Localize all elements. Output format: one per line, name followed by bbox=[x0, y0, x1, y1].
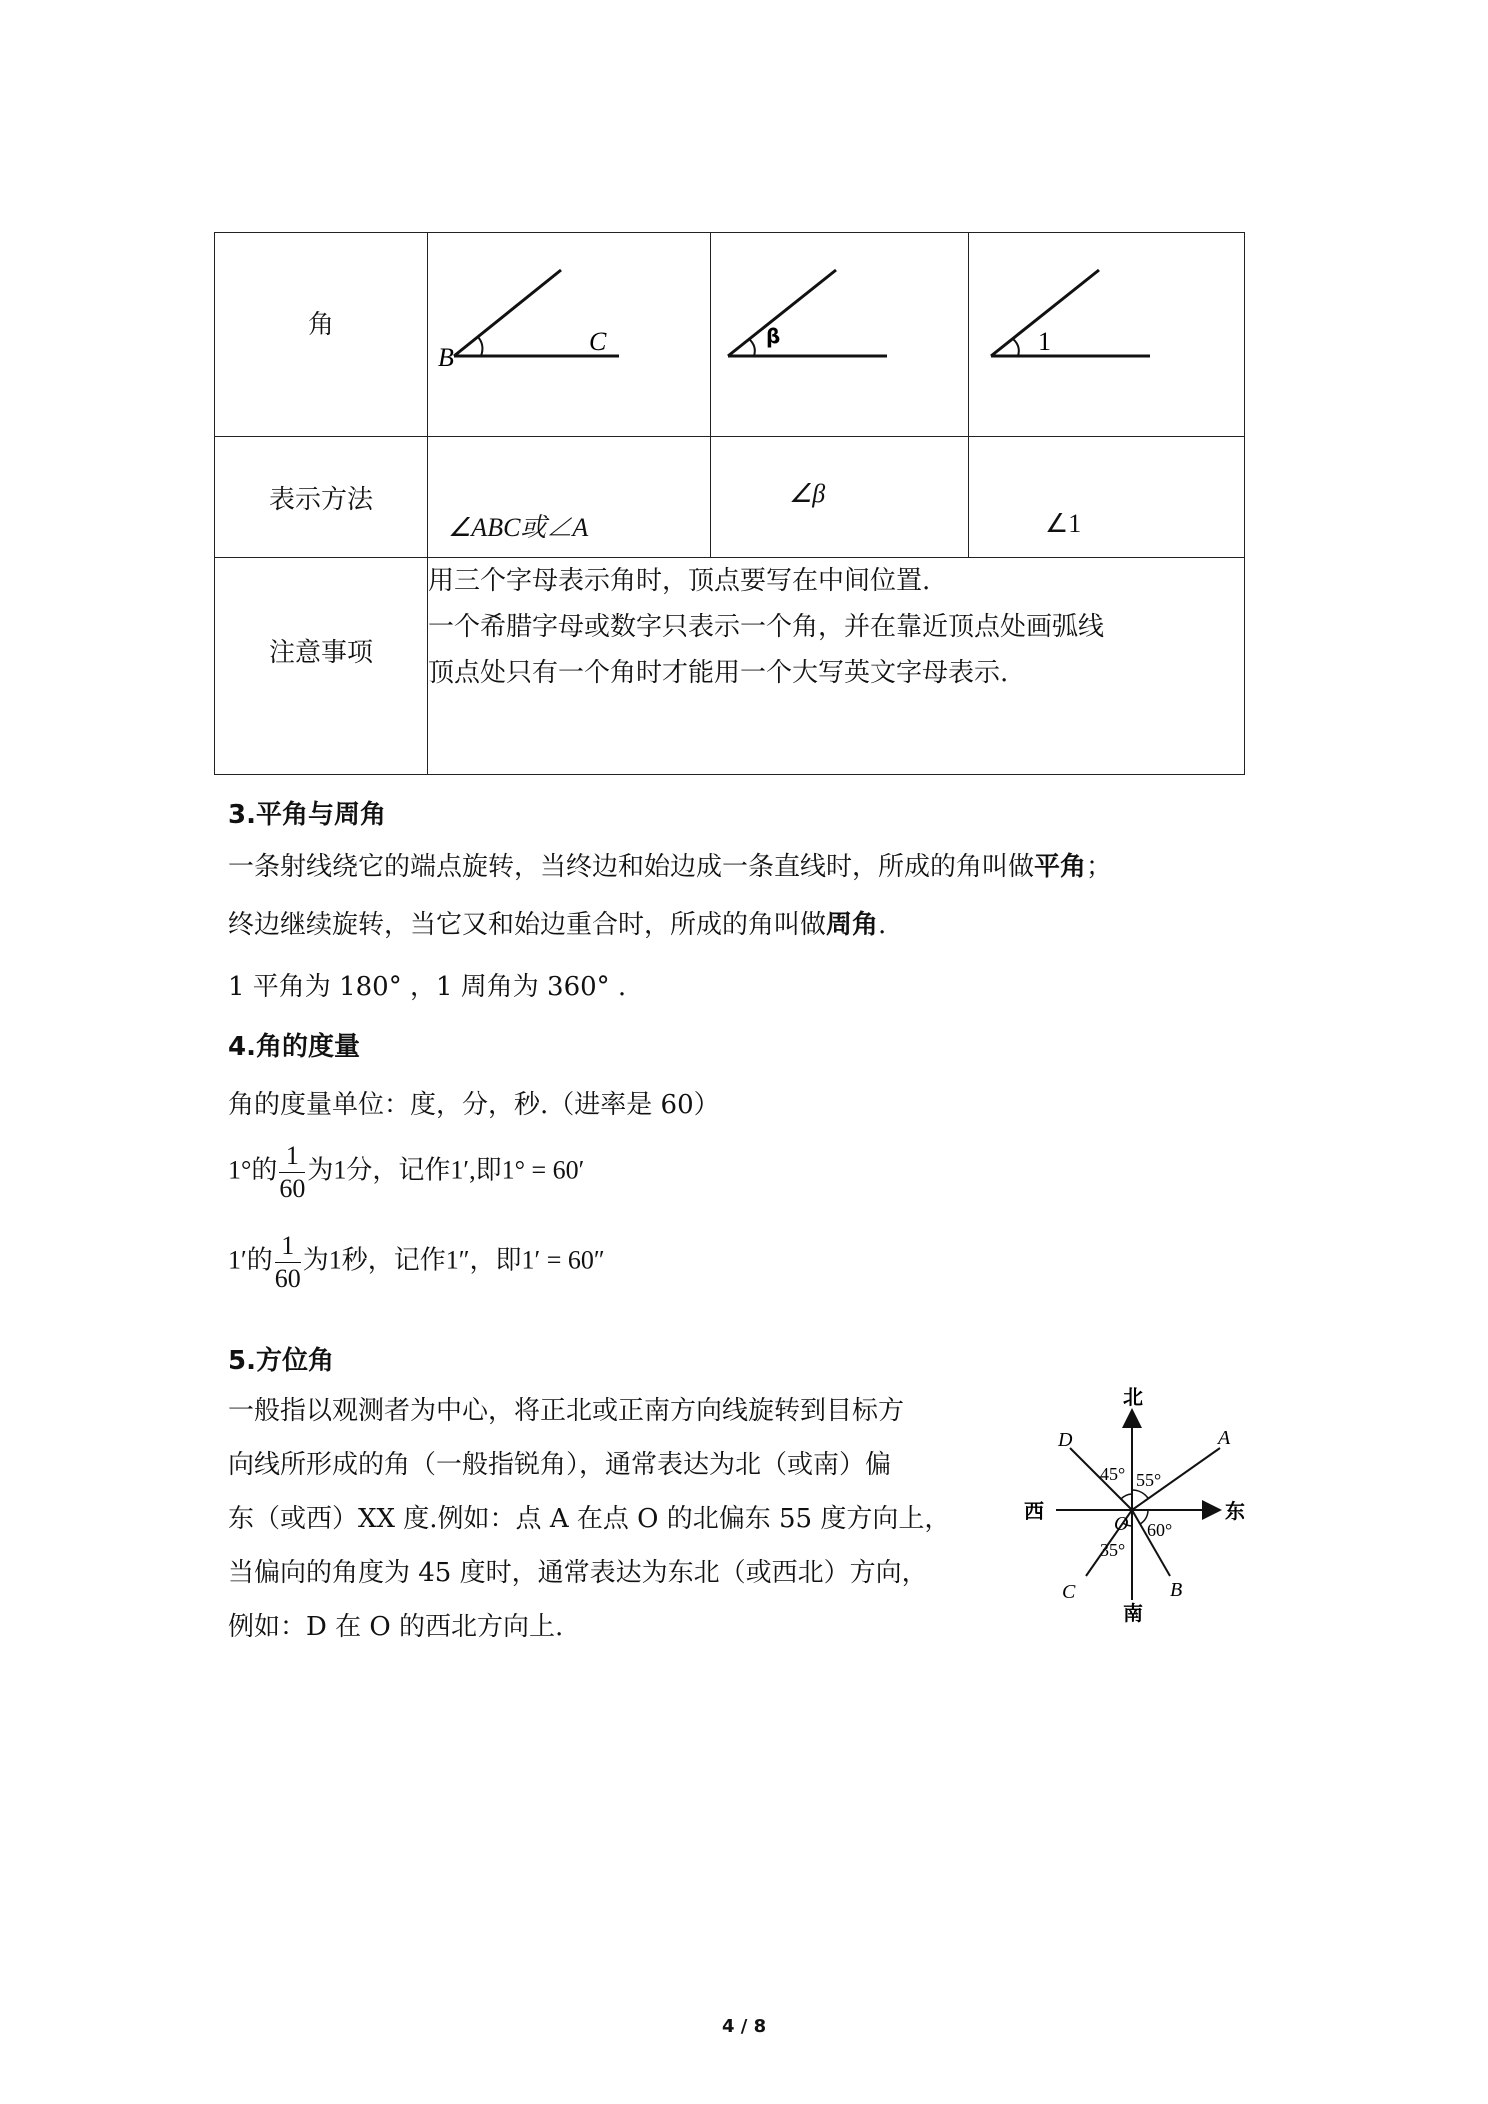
fraction-denominator: 60 bbox=[274, 1264, 301, 1293]
angle-label-beta: β bbox=[766, 324, 781, 348]
fraction-numerator: 1 bbox=[275, 1230, 301, 1263]
formula-pre: 1°的 bbox=[228, 1155, 278, 1185]
row-header bbox=[215, 233, 428, 437]
compass-point-c: C bbox=[1062, 1581, 1076, 1603]
angle-figure-cell bbox=[969, 233, 1245, 437]
angle-figure-cell bbox=[711, 233, 969, 437]
notation-cell bbox=[969, 437, 1245, 558]
compass-point-a: A bbox=[1218, 1427, 1231, 1449]
notation-abc: ∠ABC或∠A bbox=[448, 513, 589, 542]
angle-beta-figure bbox=[711, 233, 969, 436]
formula-post: 为1秒，记作1″，即1′ = 60″ bbox=[302, 1245, 605, 1275]
compass-point-d: D bbox=[1058, 1429, 1073, 1451]
angle-55: 55° bbox=[1136, 1470, 1162, 1490]
section-5-title: 5.方位角 bbox=[228, 1346, 334, 1376]
row-header bbox=[215, 437, 428, 558]
note-line: 顶点处只有一个角时才能用一个大写英文字母表示. bbox=[428, 658, 1009, 688]
row-header-label: 表示方法 bbox=[268, 484, 373, 515]
angle-figure-cell bbox=[428, 233, 711, 437]
side-label-c: C bbox=[589, 327, 607, 356]
fraction bbox=[275, 1230, 301, 1295]
body-line: 东（或西）XX 度.例如：点 A 在点 O 的北偏东 55 度方向上， bbox=[228, 1504, 951, 1534]
compass-diagram bbox=[1020, 1384, 1250, 1624]
note-line: 一个希腊字母或数字只表示一个角，并在靠近顶点处画弧线 bbox=[428, 612, 1105, 642]
section-3-title: 3.平角与周角 bbox=[228, 800, 386, 830]
angle-60: 60° bbox=[1147, 1520, 1173, 1540]
body-line: 当偏向的角度为 45 度时，通常表达为东北（或西北）方向， bbox=[228, 1558, 928, 1588]
notation-beta: ∠β bbox=[789, 479, 826, 508]
angle-45: 45° bbox=[1100, 1464, 1126, 1484]
text-span: ； bbox=[1086, 852, 1113, 882]
term-flat-angle: 平角 bbox=[1034, 852, 1087, 882]
vertex-label-b: B bbox=[438, 343, 454, 372]
compass-west-label: 西 bbox=[1024, 1499, 1044, 1523]
fraction-numerator: 1 bbox=[279, 1140, 305, 1173]
section-4-title: 4.角的度量 bbox=[228, 1032, 360, 1062]
section-3-line-1 bbox=[228, 840, 1112, 894]
formula-minute-second bbox=[228, 1230, 605, 1295]
body-line: 例如：D 在 O 的西北方向上. bbox=[228, 1612, 564, 1642]
compass-point-b: B bbox=[1170, 1579, 1183, 1601]
row-header-label: 注意事项 bbox=[268, 637, 373, 668]
term-full-angle: 周角 bbox=[826, 910, 879, 940]
page-number: 4 / 8 bbox=[722, 2016, 767, 2037]
section-3-line-3: 1 平角为 180° ，1 周角为 360° . bbox=[228, 972, 627, 1002]
angle-35: 35° bbox=[1100, 1540, 1126, 1560]
text-span: 终边继续旋转，当它又和始边重合时，所成的角叫做 bbox=[228, 910, 827, 940]
table-row bbox=[215, 233, 1245, 437]
body-line: 一般指以观测者为中心，将正北或正南方向线旋转到目标方 bbox=[228, 1396, 905, 1426]
notation-1: ∠1 bbox=[1045, 509, 1082, 538]
section-4-units: 角的度量单位：度，分，秒.（进率是 60） bbox=[228, 1090, 720, 1120]
row-header-label: 角 bbox=[307, 310, 334, 340]
angle-notation-table bbox=[214, 232, 1245, 775]
notes-cell bbox=[428, 558, 1245, 775]
row-header bbox=[215, 558, 428, 775]
angle-1-figure bbox=[969, 233, 1245, 436]
section-3-line-2 bbox=[228, 898, 886, 952]
angle-label-1: 1 bbox=[1038, 327, 1051, 356]
text-span: . bbox=[878, 910, 887, 940]
fraction-denominator: 60 bbox=[279, 1174, 306, 1203]
compass-east-label: 东 bbox=[1225, 1499, 1245, 1523]
formula-pre: 1′的 bbox=[228, 1245, 273, 1275]
angle-b-figure bbox=[428, 233, 711, 436]
body-line: 向线所形成的角（一般指锐角），通常表达为北（或南）偏 bbox=[228, 1450, 892, 1480]
fraction bbox=[279, 1140, 305, 1205]
table-row bbox=[215, 558, 1245, 775]
section-5-body bbox=[228, 1384, 950, 1654]
compass-center-label: O bbox=[1114, 1513, 1129, 1535]
notation-cell bbox=[711, 437, 969, 558]
table-row bbox=[215, 437, 1245, 558]
notation-cell bbox=[428, 437, 711, 558]
formula-degree-minute bbox=[228, 1140, 584, 1205]
text-span: 一条射线绕它的端点旋转，当终边和始边成一条直线时，所成的角叫做 bbox=[228, 852, 1035, 882]
compass-south-label: 南 bbox=[1123, 1601, 1143, 1624]
formula-post: 为1分，记作1′,即1° = 60′ bbox=[307, 1155, 585, 1185]
compass-north-label: 北 bbox=[1123, 1385, 1143, 1409]
note-line: 用三个字母表示角时，顶点要写在中间位置. bbox=[428, 566, 931, 596]
